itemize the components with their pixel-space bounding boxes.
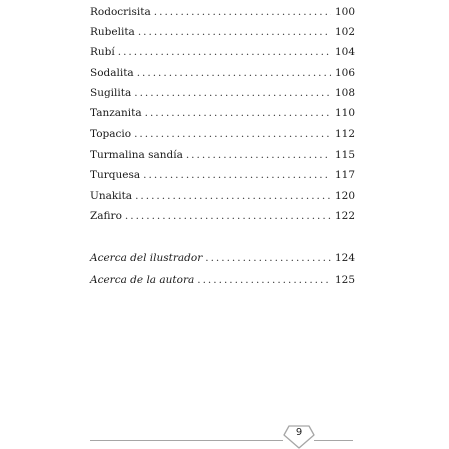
dot-leader xyxy=(135,186,331,206)
toc-entry-page: 120 xyxy=(335,190,356,202)
toc-entry-page: 112 xyxy=(335,128,356,140)
toc-entry-page: 122 xyxy=(335,210,356,222)
dot-leader xyxy=(186,145,331,165)
dot-leader xyxy=(197,270,331,290)
toc-entry[interactable] xyxy=(90,186,356,206)
toc-entry[interactable] xyxy=(90,103,356,123)
toc-entry[interactable] xyxy=(90,83,356,103)
toc-entry-title: Sodalita xyxy=(90,67,134,79)
toc-entry-title: Acerca de la autora xyxy=(90,274,195,286)
toc-entry[interactable] xyxy=(90,145,356,165)
toc-entry-page: 106 xyxy=(335,67,356,79)
toc-entry-page: 100 xyxy=(335,6,356,18)
toc-entry-title: Acerca del ilustrador xyxy=(90,252,203,264)
toc-entry-title: Rodocrisita xyxy=(90,6,151,18)
dot-leader xyxy=(138,22,331,42)
dot-leader xyxy=(154,2,331,22)
toc-entry-title: Topacio xyxy=(90,128,132,140)
dot-leader xyxy=(205,248,331,268)
dot-leader xyxy=(118,42,331,62)
toc-entry[interactable] xyxy=(90,206,356,226)
toc-entry-title: Turquesa xyxy=(90,169,141,181)
toc-entry-page: 102 xyxy=(335,26,356,38)
dot-leader xyxy=(125,206,331,226)
toc-entry-title: Turmalina sandía xyxy=(90,149,183,161)
toc-entry-title: Rubí xyxy=(90,46,115,58)
toc-entry-page: 125 xyxy=(335,274,356,286)
toc-entry-title: Unakita xyxy=(90,190,133,202)
toc-entry[interactable] xyxy=(90,42,356,62)
dot-leader xyxy=(134,83,331,103)
footer-rule-left xyxy=(90,440,283,441)
dot-leader xyxy=(134,124,331,144)
dot-leader xyxy=(145,103,331,123)
toc-entry[interactable] xyxy=(90,2,356,22)
toc-entry-page: 104 xyxy=(335,46,356,58)
toc-entry-title: Tanzanita xyxy=(90,107,142,119)
toc-entry[interactable] xyxy=(90,63,356,83)
toc-entry[interactable] xyxy=(90,165,356,185)
toc-entry-page: 115 xyxy=(335,149,356,161)
toc-entry-title: Zafiro xyxy=(90,210,122,222)
dot-leader xyxy=(143,165,331,185)
toc-entry-title: Sugilita xyxy=(90,87,132,99)
toc-entry[interactable] xyxy=(90,22,356,42)
page-number: 9 xyxy=(295,427,303,438)
toc-extra-entry[interactable] xyxy=(90,270,356,290)
footer-rule-right xyxy=(314,440,353,441)
toc-entry-page: 117 xyxy=(335,169,356,181)
toc-entry[interactable] xyxy=(90,124,356,144)
toc-entry-page: 108 xyxy=(335,87,356,99)
toc-entry-title: Rubelita xyxy=(90,26,135,38)
dot-leader xyxy=(137,63,331,83)
toc-entry-page: 124 xyxy=(335,252,356,264)
toc-entry-page: 110 xyxy=(335,107,356,119)
toc-extra-entry[interactable] xyxy=(90,248,356,268)
